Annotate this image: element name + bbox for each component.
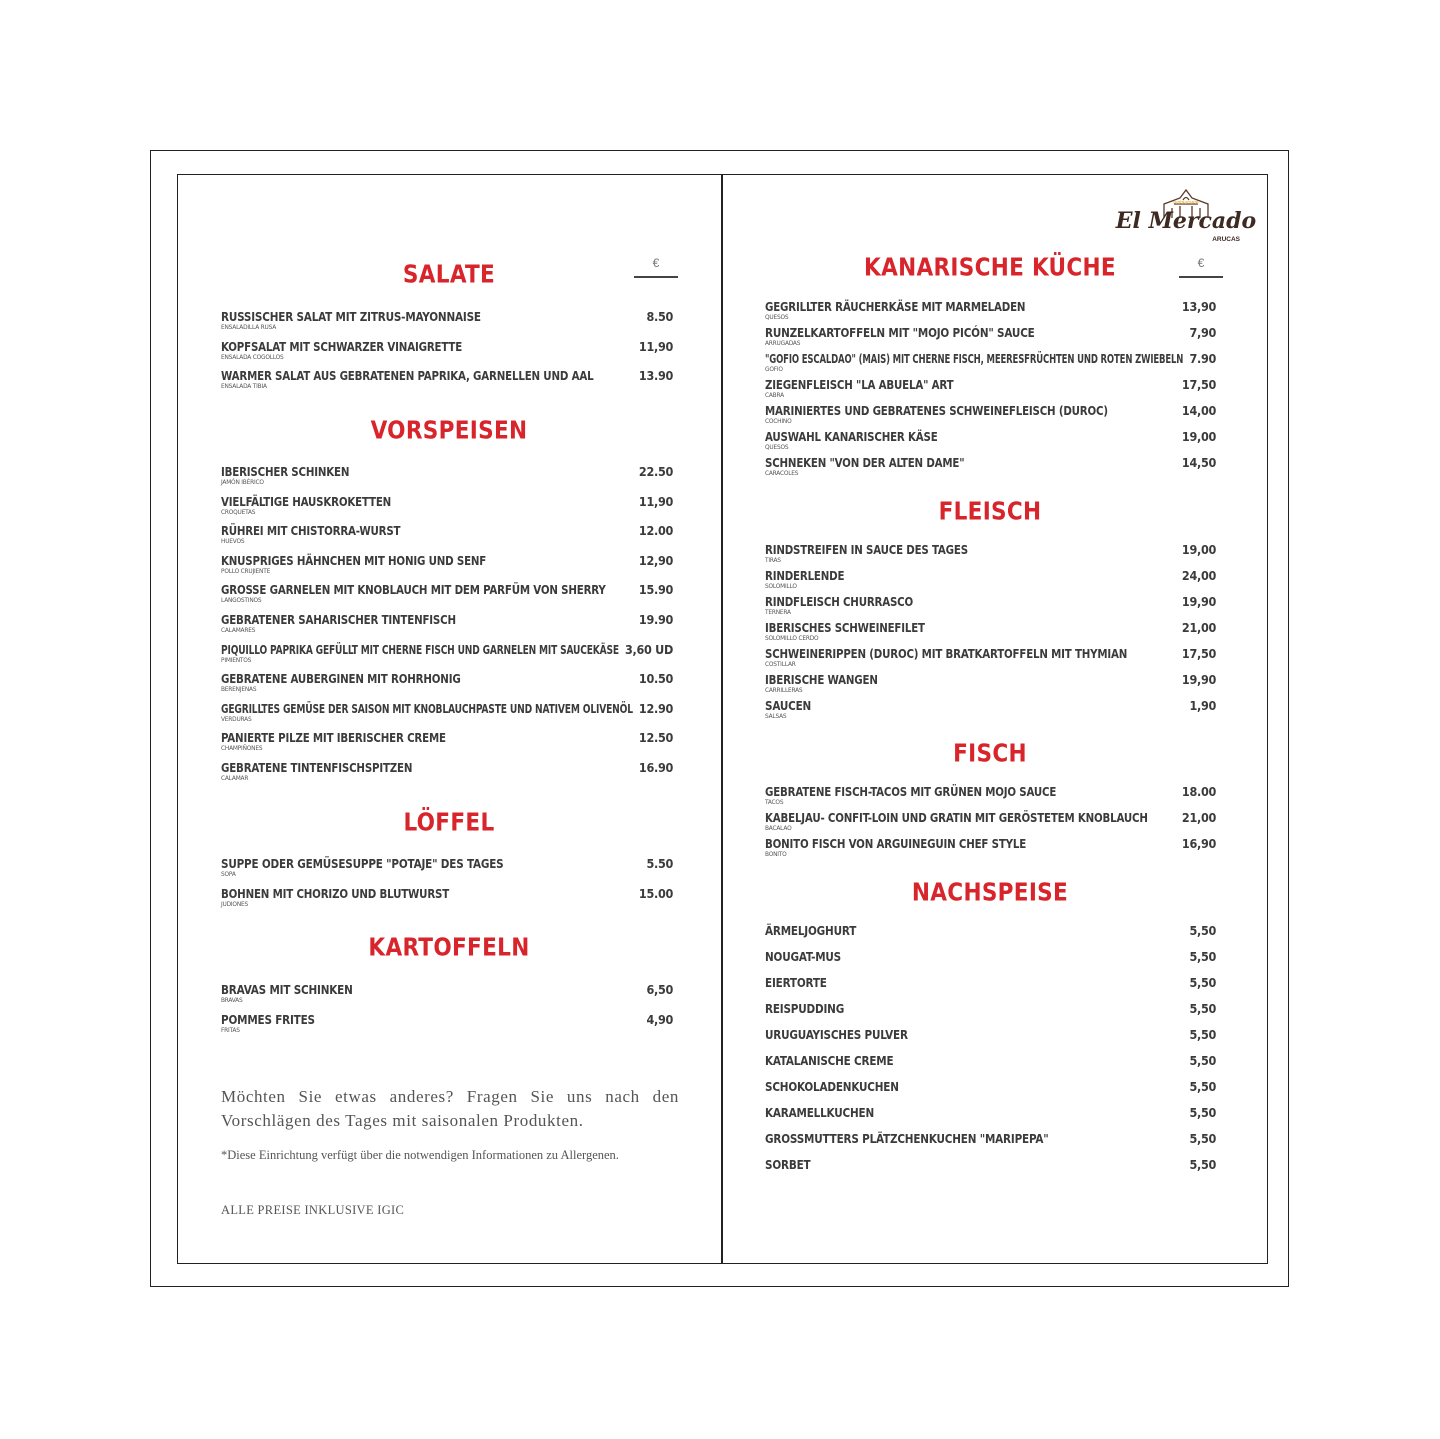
menu-item-name: REISPUDDING (765, 1001, 845, 1016)
menu-item-subtitle: FRITAS (221, 1025, 240, 1034)
menu-item-price: 3,60 UD (624, 641, 673, 657)
menu-item-price: 5,50 (1189, 949, 1216, 964)
menu-item-name: MARINIERTES UND GEBRATENES SCHWEINEFLEISCH (DUROC) (765, 403, 1108, 418)
menu-item-name: SCHWEINERIPPEN (DUROC) MIT BRATKARTOFFELN MIT THYMIAN (765, 646, 1128, 661)
euro-symbol-right: € (1197, 256, 1205, 270)
menu-item (765, 811, 1216, 832)
menu-item-price: 5,50 (1189, 1079, 1216, 1094)
menu-item (765, 352, 1216, 373)
section-title-fisch: FISCH (953, 738, 1027, 768)
menu-item-subtitle: QUESOS (765, 443, 789, 451)
menu-item-name: GROSSMUTTERS PLÄTZCHENKUCHEN "MARIPEPA" (765, 1131, 1049, 1146)
menu-item-name: ZIEGENFLEISCH "LA ABUELA" ART (765, 377, 954, 392)
menu-item-price: 5.50 (646, 856, 673, 871)
menu-item-price: 24,00 (1181, 568, 1216, 583)
menu-item (765, 1132, 1216, 1146)
menu-item-price: 12.90 (638, 700, 673, 716)
menu-item-subtitle: TACOS (765, 798, 784, 806)
menu-item-name: GEGRILLTER RÄUCHERKÄSE MIT MARMELADEN (765, 299, 1026, 314)
menu-item-name: KATALANISCHE CREME (765, 1053, 894, 1068)
menu-item-price: 5,50 (1189, 1157, 1216, 1172)
menu-item-price: 17,50 (1181, 646, 1216, 661)
menu-item-name: SCHOKOLADENKUCHEN (765, 1079, 899, 1094)
menu-item-subtitle: BONITO (765, 850, 787, 858)
igic-note: ALLE PREISE INKLUSIVE IGIC (221, 1203, 405, 1217)
euro-symbol-left: € (652, 256, 660, 270)
menu-item (765, 569, 1216, 590)
menu-item-price: 7.90 (1189, 351, 1216, 366)
menu-item-name: GEGRILLTES GEMÜSE DER SAISON MIT KNOBLAUCHPASTE UND NATIVEM OLIVENÖL (221, 700, 633, 716)
logo-brand: El Mercado (1115, 208, 1257, 234)
menu-item-name: EIERTORTE (765, 975, 827, 990)
section-title-nachspeise: NACHSPEISE (911, 877, 1069, 907)
menu-item-subtitle: LANGOSTINOS (221, 596, 262, 605)
menu-item-price: 6,50 (646, 982, 673, 997)
menu-item (765, 404, 1216, 425)
menu-item (765, 699, 1216, 720)
menu-item (765, 647, 1216, 668)
euro-underline-right (1179, 276, 1223, 278)
menu-item-subtitle: CABRA (765, 391, 784, 399)
section-title-loeffel: LÖFFEL (403, 807, 495, 837)
menu-item-name: GEBRATENER SAHARISCHER TINTENFISCH (221, 612, 456, 627)
menu-item (221, 672, 673, 693)
menu-item-subtitle: CROQUETAS (221, 507, 256, 516)
menu-item-price: 17,50 (1181, 377, 1216, 392)
menu-item-price: 12.00 (638, 523, 673, 539)
menu-item-price: 19.90 (638, 612, 673, 627)
menu-item (765, 1106, 1216, 1120)
menu-item (221, 369, 673, 390)
menu-item-subtitle: CALAMAR (221, 774, 249, 782)
menu-item (221, 643, 673, 664)
menu-item (765, 1002, 1216, 1016)
section-title-fleisch: FLEISCH (938, 496, 1042, 526)
euro-underline-left (634, 276, 678, 278)
logo-place: ARUCAS (1212, 236, 1240, 243)
menu-item (221, 887, 673, 908)
menu-item-name: WARMER SALAT AUS GEBRATENEN PAPRIKA, GARNELLEN UND AAL (221, 368, 594, 384)
menu-item-subtitle: BACALAO (765, 824, 792, 832)
menu-item (765, 1054, 1216, 1068)
menu-item-name: "GOFIO ESCALDAO" (MAIS) MIT CHERNE FISCH, MEERESFRÜCHTEN UND ROTEN ZWIEBELN (765, 351, 1184, 366)
menu-item (221, 524, 673, 545)
menu-item-price: 5,50 (1189, 1027, 1216, 1042)
menu-item-name: RÜHREI MIT CHISTORRA-WURST (221, 523, 401, 539)
el-mercado-logo (1115, 186, 1257, 248)
menu-item-name: PANIERTE PILZE MIT IBERISCHER CREME (221, 730, 446, 746)
menu-item (765, 785, 1216, 806)
menu-item-price: 19,90 (1181, 672, 1216, 687)
menu-item-subtitle: SOLOMILLO (765, 582, 797, 590)
menu-item (765, 300, 1216, 321)
menu-item-name: VIELFÄLTIGE HAUSKROKETTEN (221, 493, 392, 509)
menu-item (221, 761, 673, 782)
menu-item-name: SAUCEN (765, 698, 812, 713)
menu-item-price: 7,90 (1189, 325, 1216, 340)
menu-item-price: 11,90 (638, 338, 673, 354)
menu-item-name: PIQUILLO PAPRIKA GEFÜLLT MIT CHERNE FISCH UND GARNELEN MIT SAUCEKÄSE (221, 641, 619, 657)
menu-item-name: RINDFLEISCH CHURRASCO (765, 594, 914, 609)
menu-item-price: 5,50 (1189, 975, 1216, 990)
menu-item-subtitle: POLLO CRUJIENTE (221, 566, 271, 575)
menu-item-name: KARAMELLKUCHEN (765, 1105, 875, 1120)
menu-item-subtitle: ENSALADILLA RUSA (221, 323, 277, 331)
menu-item-name: IBERISCHER SCHINKEN (221, 464, 350, 479)
menu-item-name: KABELJAU- CONFIT-LOIN UND GRATIN MIT GERÖSTETEM KNOBLAUCH (765, 810, 1148, 825)
daily-suggestions-note: Möchten Sie etwas anderes? Fragen Sie uns nach den Vorschlägen des Tages mit saisonalen Produkten. (221, 1087, 679, 1130)
menu-item-subtitle: CARRILLERAS (765, 686, 803, 694)
menu-item-subtitle: ARRUGADAS (765, 339, 801, 347)
menu-item (765, 1028, 1216, 1042)
menu-item-subtitle: JAMÓN IBÉRICO (221, 478, 264, 486)
menu-item-price: 5,50 (1189, 923, 1216, 938)
menu-item-name: GROSSE GARNELEN MIT KNOBLAUCH MIT DEM PARFÜM VON SHERRY (221, 582, 606, 598)
menu-item-price: 14,00 (1181, 403, 1216, 418)
menu-item-price: 5,50 (1189, 1105, 1216, 1120)
menu-item-name: GEBRATENE FISCH-TACOS MIT GRÜNEN MOJO SAUCE (765, 784, 1057, 799)
menu-item-subtitle: COSTILLAR (765, 660, 796, 668)
menu-item (221, 310, 673, 331)
menu-item-subtitle: SOPA (221, 870, 236, 878)
menu-item-price: 14,50 (1181, 455, 1216, 470)
menu-item (765, 543, 1216, 564)
menu-item-price: 15.90 (638, 582, 673, 598)
menu-item-price: 5,50 (1189, 1053, 1216, 1068)
menu-item-subtitle: JUDIONES (221, 899, 249, 908)
menu-item-price: 21,00 (1181, 620, 1216, 635)
menu-item-price: 13.90 (638, 368, 673, 384)
menu-item-name: URUGUAYISCHES PULVER (765, 1027, 908, 1042)
menu-item-name: IBERISCHE WANGEN (765, 672, 878, 687)
menu-item-subtitle: QUESOS (765, 313, 789, 321)
menu-item-price: 13,90 (1181, 299, 1216, 314)
menu-item-subtitle: ENSALADA TIBIA (221, 382, 267, 391)
menu-item-subtitle: HUEVOS (221, 537, 245, 546)
menu-item-subtitle: TIRAS (765, 556, 781, 564)
menu-item-name: SORBET (765, 1157, 811, 1172)
menu-item-subtitle: VERDURAS (221, 714, 252, 723)
menu-item-name: SCHNEKEN "VON DER ALTEN DAME" (765, 455, 965, 470)
menu-item (221, 495, 673, 516)
menu-item-price: 8.50 (646, 309, 673, 324)
menu-item-name: KNUSPRIGES HÄHNCHEN MIT HONIG UND SENF (221, 552, 487, 568)
section-title-kartoffeln: KARTOFFELN (368, 932, 530, 962)
menu-item-price: 10.50 (638, 671, 673, 687)
menu-item-name: SUPPE ODER GEMÜSESUPPE "POTAJE" DES TAGES (221, 856, 504, 871)
menu-item-name: BONITO FISCH VON ARGUINEGUIN CHEF STYLE (765, 836, 1027, 851)
menu-item (221, 340, 673, 361)
menu-item (765, 621, 1216, 642)
menu-item (765, 976, 1216, 990)
menu-item (765, 673, 1216, 694)
menu-item-subtitle: BERENJENAS (221, 685, 257, 694)
menu-item-name: NOUGAT-MUS (765, 949, 842, 964)
page-divider (721, 174, 723, 1264)
section-title-salate: SALATE (402, 259, 496, 289)
menu-item (221, 983, 673, 1004)
menu-item (765, 837, 1216, 858)
menu-item-name: RINDSTREIFEN IN SAUCE DES TAGES (765, 542, 968, 557)
menu-item (221, 583, 673, 604)
menu-item-name: RINDERLENDE (765, 568, 845, 583)
menu-item-subtitle: COCHINO (765, 417, 792, 425)
menu-item-subtitle: CARACOLES (765, 469, 799, 477)
menu-item-price: 12.50 (638, 730, 673, 746)
menu-item-subtitle: SOLOMILLO CERDO (765, 634, 819, 642)
menu-item-price: 16.90 (638, 760, 673, 775)
menu-item-price: 5,50 (1189, 1131, 1216, 1146)
logo-brand-top: restaurante (1173, 200, 1199, 206)
menu-item (221, 857, 673, 878)
menu-item-subtitle: CALAMARES (221, 626, 256, 634)
menu-item-name: IBERISCHES SCHWEINEFILET (765, 620, 925, 635)
menu-item-price: 4,90 (646, 1011, 673, 1027)
menu-item-price: 1,90 (1189, 698, 1216, 713)
menu-item-price: 22.50 (638, 464, 673, 479)
menu-item-name: GEBRATENE TINTENFISCHSPITZEN (221, 760, 413, 775)
menu-item (765, 1158, 1216, 1172)
menu-item (765, 595, 1216, 616)
menu-item (765, 430, 1216, 451)
menu-item (221, 613, 673, 634)
menu-item-price: 15.00 (638, 885, 673, 901)
menu-item (765, 1080, 1216, 1094)
menu-item-price: 18.00 (1181, 784, 1216, 799)
menu-item-subtitle: BRAVAS (221, 996, 243, 1004)
menu-item-name: POMMES FRITES (221, 1011, 315, 1027)
menu-item (221, 554, 673, 575)
menu-item (765, 456, 1216, 477)
menu-item-price: 12,90 (638, 552, 673, 568)
menu-item-name: RUNZELKARTOFFELN MIT "MOJO PICÓN" SAUCE (765, 325, 1035, 340)
menu-item (221, 702, 673, 723)
menu-item-subtitle: PIMIENTOS (221, 655, 252, 664)
menu-item-name: KOPFSALAT MIT SCHWARZER VINAIGRETTE (221, 338, 463, 354)
menu-item-price: 21,00 (1181, 810, 1216, 825)
menu-item-subtitle: SALSAS (765, 712, 787, 720)
menu-item-name: RUSSISCHER SALAT MIT ZITRUS-MAYONNAISE (221, 309, 481, 324)
menu-item (765, 378, 1216, 399)
menu-item-price: 11,90 (638, 493, 673, 509)
menu-item-name: AUSWAHL KANARISCHER KÄSE (765, 429, 938, 444)
menu-item-name: GEBRATENE AUBERGINEN MIT ROHRHONIG (221, 671, 461, 687)
section-title-kanarische: KANARISCHE KÜCHE (864, 252, 1116, 282)
menu-item (765, 326, 1216, 347)
menu-item-name: ÄRMELJOGHURT (765, 923, 857, 938)
menu-item (221, 465, 673, 486)
menu-item-price: 19,00 (1181, 429, 1216, 444)
menu-item (221, 731, 673, 752)
menu-item-subtitle: ENSALADA COGOLLOS (221, 352, 284, 361)
menu-item (765, 950, 1216, 964)
menu-item-price: 16,90 (1181, 836, 1216, 851)
section-title-vorspeisen: VORSPEISEN (370, 415, 528, 445)
menu-item (221, 1013, 673, 1034)
allergen-note: *Diese Einrichtung verfügt über die notwendigen Informationen zu Allergenen. (221, 1148, 619, 1162)
menu-item-name: BOHNEN MIT CHORIZO UND BLUTWURST (221, 885, 450, 901)
menu-item (765, 924, 1216, 938)
menu-item-price: 19,90 (1181, 594, 1216, 609)
menu-item-name: BRAVAS MIT SCHINKEN (221, 982, 353, 997)
menu-item-subtitle: GOFIO (765, 365, 783, 373)
menu-item-price: 19,00 (1181, 542, 1216, 557)
menu-item-subtitle: CHAMPIÑONES (221, 744, 263, 753)
menu-item-price: 5,50 (1189, 1001, 1216, 1016)
menu-item-subtitle: TERNERA (765, 608, 791, 616)
